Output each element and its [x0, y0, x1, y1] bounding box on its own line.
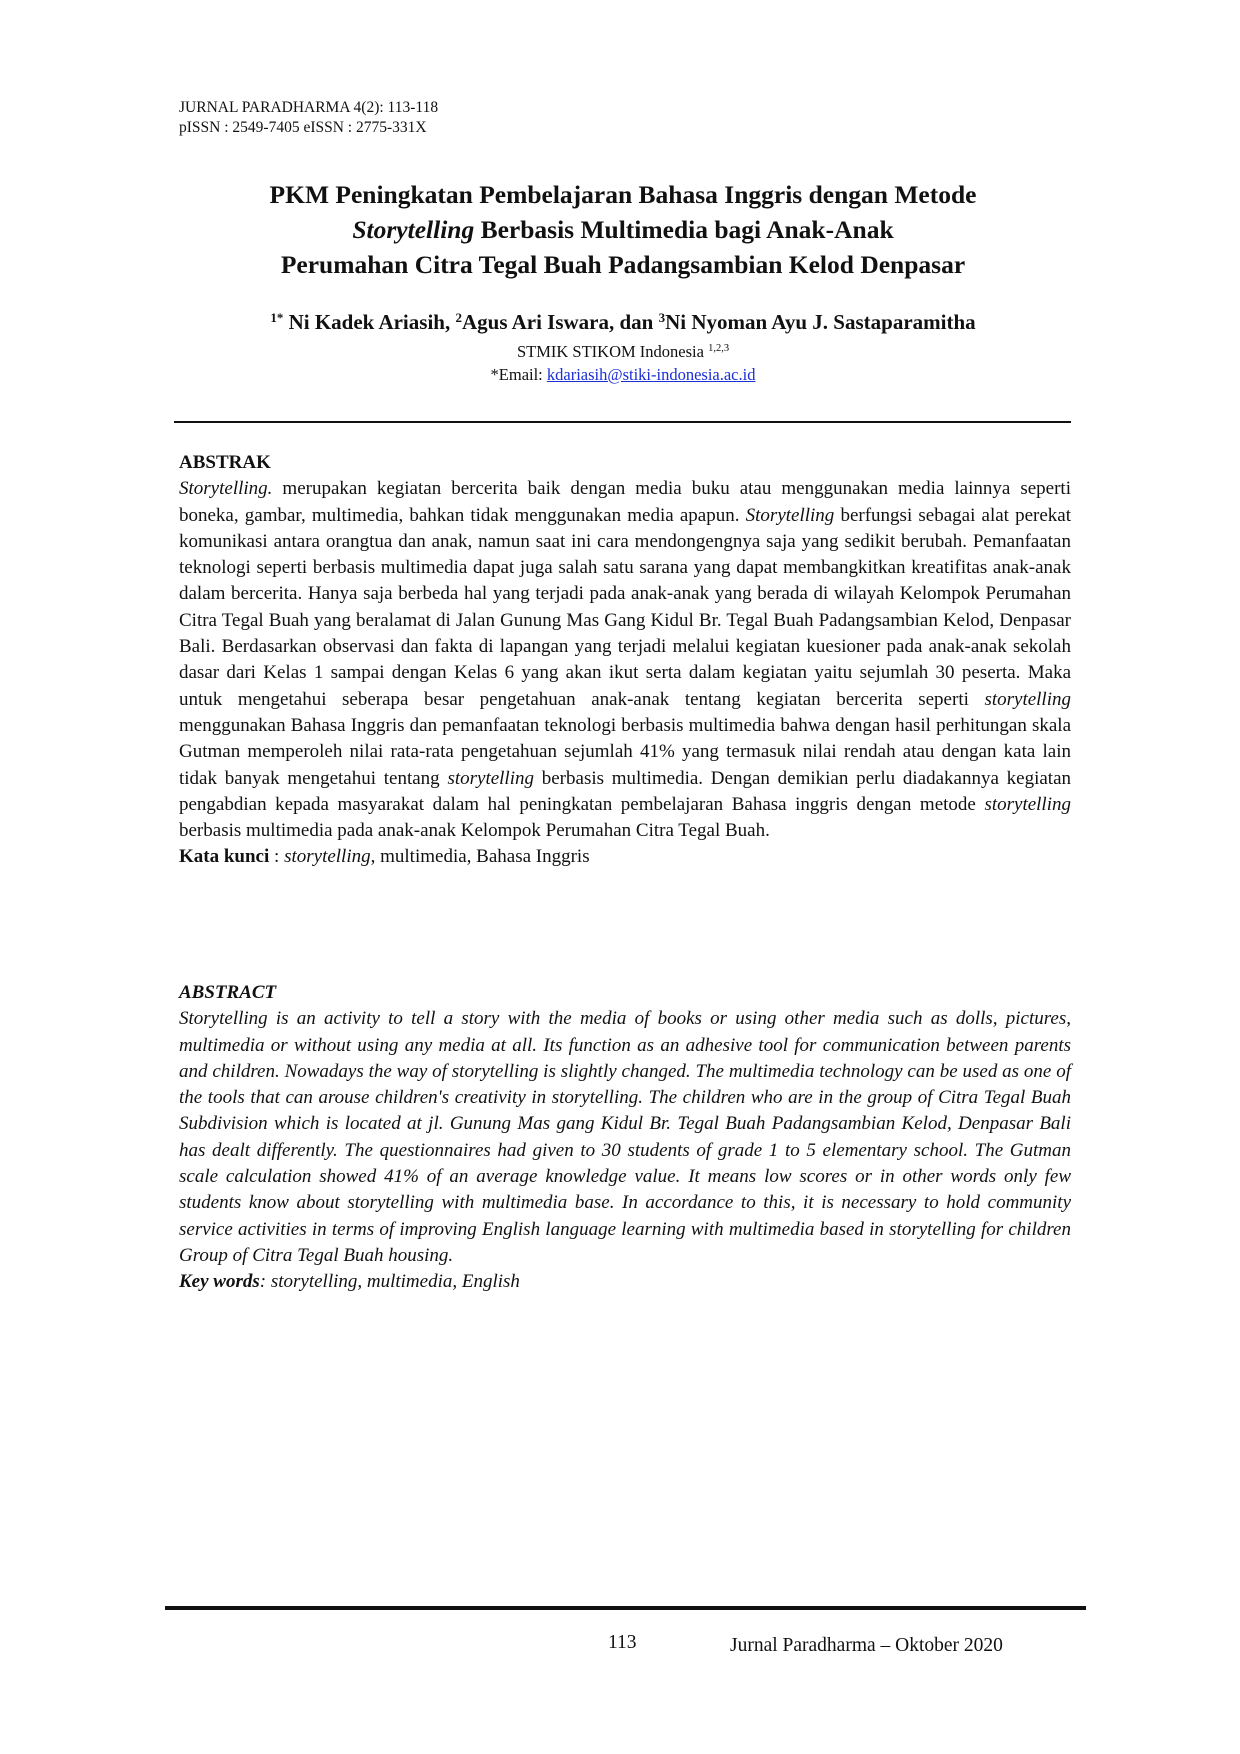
author-1-marker: 1* [270, 310, 284, 325]
email-link[interactable]: kdariasih@stiki-indonesia.ac.id [546, 365, 756, 384]
author-list [179, 308, 1067, 336]
email-label: *Email: [490, 365, 547, 384]
abstrak-term-4: storytelling [447, 767, 534, 789]
abstrak-term-3: storytelling [984, 688, 1071, 710]
abstrak-term-5: storytelling [984, 793, 1071, 815]
issn-line: pISSN : 2549-7405 eISSN : 2775-331X [179, 119, 427, 136]
title-line-2-rest: Berbasis Multimedia bagi Anak-Anak [474, 215, 894, 244]
page-number: 113 [608, 1632, 637, 1653]
abstrak-heading: ABSTRAK [179, 452, 271, 473]
paper-title [179, 177, 1067, 282]
footer-journal-name: Jurnal Paradharma – Oktober 2020 [730, 1635, 1003, 1656]
title-italic-term: Storytelling [352, 215, 475, 244]
institution-marker: 1,2,3 [708, 343, 730, 354]
kata-kunci-term: storytelling [284, 846, 371, 868]
email-line [179, 363, 1067, 386]
abstrak-text-4: berbasis multimedia. Dengan demikian perlu diadakannya kegiatan pengabdian kepada masyarakat dalam hal peningkatan pembelajaran Bahasa inggris dengan metode [179, 767, 1072, 815]
abstrak-text-3: menggunakan Bahasa Inggris dan pemanfaatan teknologi berbasis multimedia bahwa dengan hasil perhitungan skala Gutman memperoleh nilai rata-rata pengetahuan sejumlah 41% yang termasuk nilai rendah atau dengan kata lain tidak banyak mengetahui tentang [179, 714, 1071, 789]
kata-kunci-label: Kata kunci [179, 846, 270, 868]
title-line-1: PKM Peningkatan Pembelajaran Bahasa Inggris dengan Metode [269, 180, 977, 209]
author-2-name: Agus Ari Iswara, dan [461, 310, 659, 334]
abstrak-section [179, 450, 1071, 871]
abstract-body: Storytelling is an activity to tell a story with the media of books or using other media such as dolls, pictures, multimedia or without using any media at all. Its function as an adhesive tool for communication between parents and children. Nowadays the way of storytelling is slightly changed. The multimedia technology can be used as one of the tools that can arouse children's creativity in storytelling. The children who are in the group of Citra Tegal Buah Subdivision which is located at jl. Gunung Mas gang Kidul Br. Tegal Buah Padangsambian Kelod, Denpasar Bali has dealt differently. The questionnaires had given to 30 students of grade 1 to 5 elementary school. The Gutman scale calculation showed 41% of an average knowledge value. It means low scores or in other words only few students know about storytelling with multimedia base. In accordance to this, it is necessary to hold community service activities in terms of improving English language learning with multimedia based in storytelling for children Group of Citra Tegal Buah housing. [179, 1008, 1071, 1266]
abstrak-term-1: Storytelling. [179, 478, 273, 500]
kata-kunci-rest: , multimedia, Bahasa Inggris [370, 846, 590, 868]
author-3-name: Ni Nyoman Ayu J. Sastaparamitha [665, 310, 976, 334]
abstract-heading: ABSTRACT [179, 982, 277, 1003]
institution [179, 340, 1067, 363]
kata-kunci-line [179, 844, 1071, 870]
abstrak-text-5: berbasis multimedia pada anak-anak Kelompok Perumahan Citra Tegal Buah. [179, 820, 770, 842]
title-line-2 [179, 212, 1067, 247]
running-header [179, 98, 438, 138]
key-words-label: Key words [179, 1271, 260, 1293]
journal-citation: JURNAL PARADHARMA 4(2): 113-118 [179, 99, 439, 116]
key-words-line [179, 1269, 1071, 1295]
kata-kunci-separator: : [269, 846, 285, 868]
author-1-name: Ni Kadek Ariasih, [283, 310, 456, 334]
author-3-marker: 3 [658, 310, 666, 325]
affiliation-block [179, 340, 1067, 386]
key-words-rest: : storytelling, multimedia, English [259, 1271, 520, 1293]
title-line-3: Perumahan Citra Tegal Buah Padangsambian Kelod Denpasar [280, 250, 966, 279]
header-divider [174, 421, 1071, 423]
institution-name: STMIK STIKOM Indonesia [516, 342, 709, 361]
footer-divider [165, 1606, 1086, 1610]
abstrak-text-2: berfungsi sebagai alat perekat komunikasi antara orangtua dan anak, namun saat ini cara mendongengnya saja yang sedikit berubah. Pemanfaatan teknologi seperti berbasis multimedia dapat juga salah satu sarana yang dapat membangkitkan kreatifitas anak-anak dalam bercerita. Hanya saja berbeda hal yang terjadi pada anak-anak yang berada di wilayah Kelompok Perumahan Citra Tegal Buah yang beralamat di Jalan Gunung Mas Gang Kidul Br. Tegal Buah Padangsambian Kelod, Denpasar Bali. Berdasarkan observasi dan fakta di lapangan yang terjadi melalui kegiatan kuesioner pada anak-anak sekolah dasar dari Kelas 1 sampai dengan Kelas 6 yang akan ikut serta dalam kegiatan yaitu sejumlah 30 peserta. Maka untuk mengetahui seberapa besar pengetahuan anak-anak tentang kegiatan bercerita seperti [179, 504, 1072, 710]
abstrak-text-1: merupakan kegiatan bercerita baik dengan media buku atau menggunakan media lainnya seperti boneka, gambar, multimedia, bahkan tidak menggunakan media apapun. [179, 478, 1071, 526]
abstract-section [179, 980, 1071, 1296]
author-2-marker: 2 [455, 310, 462, 325]
abstrak-body [179, 476, 1071, 844]
abstrak-term-2: Storytelling [745, 504, 835, 526]
